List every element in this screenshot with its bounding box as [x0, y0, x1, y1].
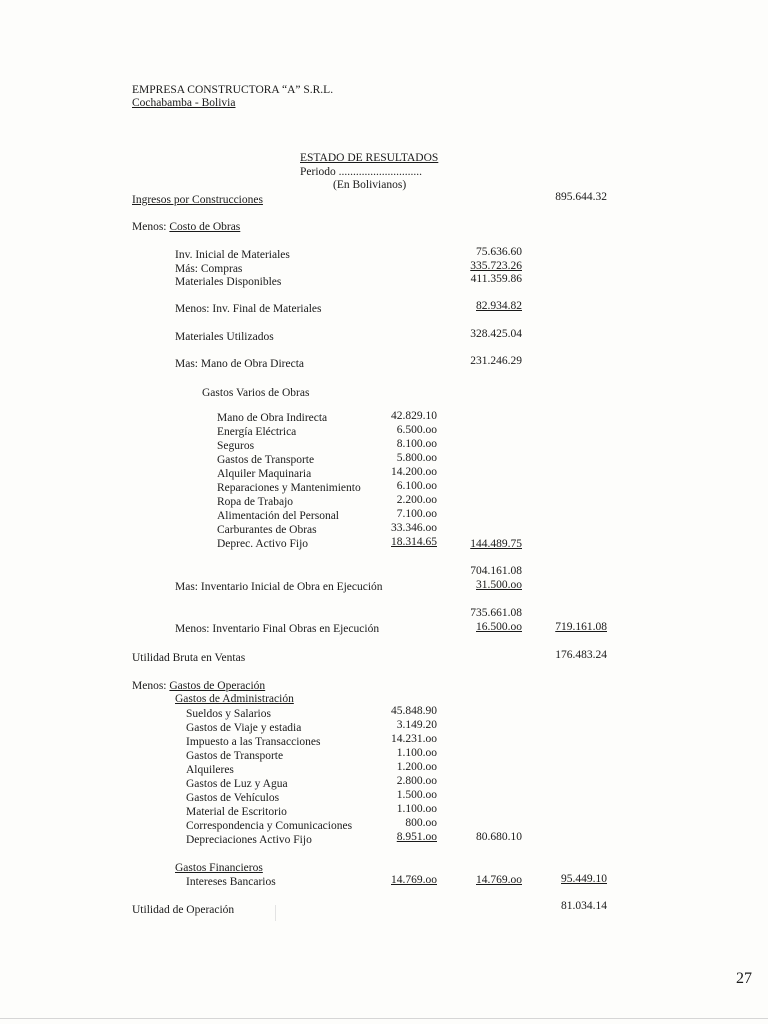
- mano-obra-value: 231.246.29: [470, 355, 522, 367]
- ingresos-label: Ingresos por Construcciones: [132, 194, 263, 206]
- report-period: Periodo .............................: [300, 166, 423, 178]
- subtotal-2: 735.661.08: [470, 607, 522, 619]
- admin-title: Gastos de Administración: [175, 693, 294, 705]
- list-item: Deprec. Activo Fijo: [217, 538, 309, 550]
- list-item-value: 2.800.oo: [396, 775, 437, 787]
- list-item: Material de Escritorio: [186, 806, 287, 818]
- list-item-value: 18.314.65: [391, 536, 437, 548]
- list-item: Alquiler Maquinaria: [217, 468, 312, 480]
- costo-menos-label: Costo de Obras: [169, 221, 241, 233]
- mano-obra-label: Mas: Mano de Obra Directa: [175, 358, 305, 370]
- utilidad-operacion-label: Utilidad de Operación: [132, 904, 235, 916]
- inv-final-obra-label: Menos: Inventario Final Obras en Ejecución: [175, 623, 380, 635]
- list-item: Depreciaciones Activo Fijo: [186, 834, 312, 846]
- inv-inicial-obra-value: 31.500.oo: [476, 579, 522, 591]
- list-item-value: 1.500.oo: [396, 789, 437, 801]
- compras-value: 335.723.26: [470, 260, 522, 272]
- gastos-varios-total: 144.489.75: [470, 538, 522, 550]
- list-item-value: 42.829.10: [391, 410, 437, 422]
- inv-inicial-value: 75.636.60: [476, 246, 522, 258]
- list-item-value: 6.100.oo: [396, 480, 437, 492]
- operacion-menos-prefix: Menos:: [132, 680, 167, 692]
- list-item: Alimentación del Personal: [217, 510, 339, 522]
- inv-final-label: Menos: Inv. Final de Materiales: [175, 303, 322, 315]
- operacion-heading: [132, 679, 265, 693]
- list-item-value: 1.100.oo: [396, 803, 437, 815]
- list-item: Reparaciones y Mantenimiento: [217, 482, 361, 494]
- list-item-value: 33.346.oo: [391, 522, 437, 534]
- fin-title: Gastos Financieros: [175, 862, 263, 874]
- list-item: Impuesto a las Transacciones: [186, 736, 321, 748]
- list-item: Carburantes de Obras: [217, 524, 317, 536]
- ingresos-value: 895.644.32: [555, 191, 607, 203]
- inv-final-obra-value: 16.500.oo: [476, 621, 522, 633]
- list-item-value: 6.500.oo: [396, 424, 437, 436]
- company-name: EMPRESA CONSTRUCTORA “A” S.R.L.: [132, 84, 334, 96]
- list-item: Mano de Obra Indirecta: [217, 412, 328, 424]
- costo-menos-prefix: Menos:: [132, 221, 167, 233]
- list-item-value: 14.200.oo: [391, 466, 437, 478]
- list-item-value: 14.231.oo: [391, 733, 437, 745]
- utilidad-operacion-value: 81.034.14: [561, 900, 607, 912]
- list-item: Gastos de Transporte: [186, 750, 284, 762]
- page-number: 27: [736, 970, 752, 987]
- list-item-value: 45.848.90: [391, 705, 437, 717]
- list-item-value: 2.200.oo: [396, 494, 437, 506]
- page-edge-divider: [0, 1018, 768, 1019]
- report-title: ESTADO DE RESULTADOS: [300, 152, 439, 164]
- utilizados-value: 328.425.04: [470, 328, 522, 340]
- list-item: Alquileres: [186, 764, 234, 776]
- utilizados-label: Materiales Utilizados: [175, 331, 274, 343]
- list-item: Sueldos y Salarios: [186, 708, 271, 720]
- inv-inicial-obra-label: Mas: Inventario Inicial de Obra en Ejecución: [175, 581, 383, 593]
- list-item: Gastos de Luz y Agua: [186, 778, 288, 790]
- inv-inicial-label: Inv. Inicial de Materiales: [175, 249, 290, 261]
- list-item: Gastos de Viaje y estadia: [186, 722, 302, 734]
- list-item-value: 5.800.oo: [396, 452, 437, 464]
- operacion-total: 95.449.10: [561, 873, 607, 885]
- list-item: Correspondencia y Comunicaciones: [186, 820, 353, 832]
- list-item-value: 3.149.20: [396, 719, 437, 731]
- fin-item-value: 14.769.oo: [391, 874, 437, 886]
- costo-total: 719.161.08: [555, 621, 607, 633]
- list-item-value: 1.200.oo: [396, 761, 437, 773]
- list-item-value: 8.951.oo: [396, 831, 437, 843]
- report-currency: (En Bolivianos): [333, 179, 407, 191]
- gastos-varios-title: Gastos Varios de Obras: [202, 387, 310, 399]
- company-location: Cochabamba - Bolivia: [132, 97, 236, 109]
- disponibles-label: Materiales Disponibles: [175, 276, 282, 288]
- list-item: Seguros: [217, 440, 255, 452]
- list-item: Gastos de Transporte: [217, 454, 315, 466]
- list-item: Gastos de Vehículos: [186, 792, 280, 804]
- list-item-value: 7.100.oo: [396, 508, 437, 520]
- operacion-menos-label: Gastos de Operación: [169, 680, 266, 692]
- inv-final-value: 82.934.82: [476, 300, 522, 312]
- list-item: Energía Eléctrica: [217, 426, 297, 438]
- compras-label: Más: Compras: [175, 263, 243, 275]
- list-item-value: 8.100.oo: [396, 438, 437, 450]
- subtotal-1: 704.161.08: [470, 565, 522, 577]
- admin-total: 80.680.10: [476, 831, 522, 843]
- disponibles-value: 411.359.86: [470, 273, 522, 285]
- fin-item-label: Intereses Bancarios: [186, 876, 276, 888]
- costo-heading: [132, 220, 240, 234]
- utilidad-bruta-label: Utilidad Bruta en Ventas: [132, 652, 246, 664]
- scan-mark: [275, 905, 276, 921]
- list-item: Ropa de Trabajo: [217, 496, 294, 508]
- utilidad-bruta-value: 176.483.24: [555, 649, 607, 661]
- list-item-value: 800.oo: [405, 817, 437, 829]
- fin-subtotal: 14.769.oo: [476, 874, 522, 886]
- list-item-value: 1.100.oo: [396, 747, 437, 759]
